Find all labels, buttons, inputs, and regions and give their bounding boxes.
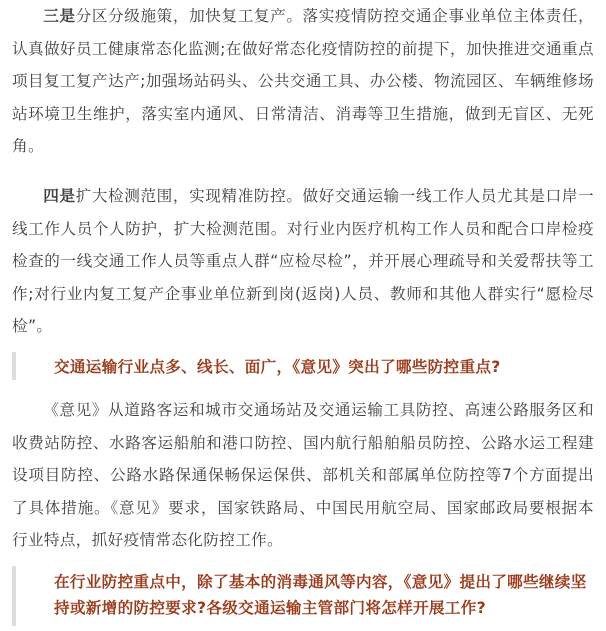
question-text: 交通运输行业点多、线长、面广，《意见》突出了哪些防控重点? [54,358,501,376]
paragraph-text: 分区分级施策，加快复工复产。落实疫情防控交通企事业单位主体责任，认真做好员工健康常态化监测;在做好常态化疫情防控的前提下，加快推进交通重点项目复工复产达产;加强场站码头、公共交通工具、办公楼、物流园区、车辆维修场站环境卫生维护，落实室内通风、日常清洁、消毒等卫生措施，做到无盲区、无死角。 [12,7,594,155]
question-heading [12,352,598,380]
paragraph-four [12,180,594,343]
paragraph-text: 《意见》从道路客运和城市交通场站及交通运输工具防控、高速公路服务区和收费站防控、水路客运船舶和港口防控、国内航行船舶船员防控、公路水运工程建设项目防控、公路水路保通保畅保运保供、部机关和部属单位防控等7个方面提出了具体措施。《意见》要求，国家铁路局、中国民用航空局、国家邮政局要根据本行业特点，抓好疫情常态化防控工作。 [12,401,594,549]
paragraph-text: 扩大检测范围，实现精准防控。做好交通运输一线工作人员尤其是口岸一线工作人员个人防护，扩大检测范围。对行业内医疗机构工作人员和配合口岸检疫检查的一线交通工作人员等重点人群“应检尽检”，并开展心理疏导和关爱帮扶等工作;对行业内复工复产企事业单位新到岗(返岗)人员、教师和其他人群实行“愿检尽检”。 [12,187,594,335]
paragraph-lead: 三是 [43,7,76,25]
question-text: 在行业防控重点中，除了基本的消毒通风等内容，《意见》提出了哪些继续坚持或新增的防控要求?各级交通运输主管部门将怎样开展工作? [54,573,587,617]
question-heading [12,566,598,626]
paragraph-three [12,0,594,163]
answer-paragraph [12,394,594,557]
paragraph-lead: 四是 [43,187,76,205]
